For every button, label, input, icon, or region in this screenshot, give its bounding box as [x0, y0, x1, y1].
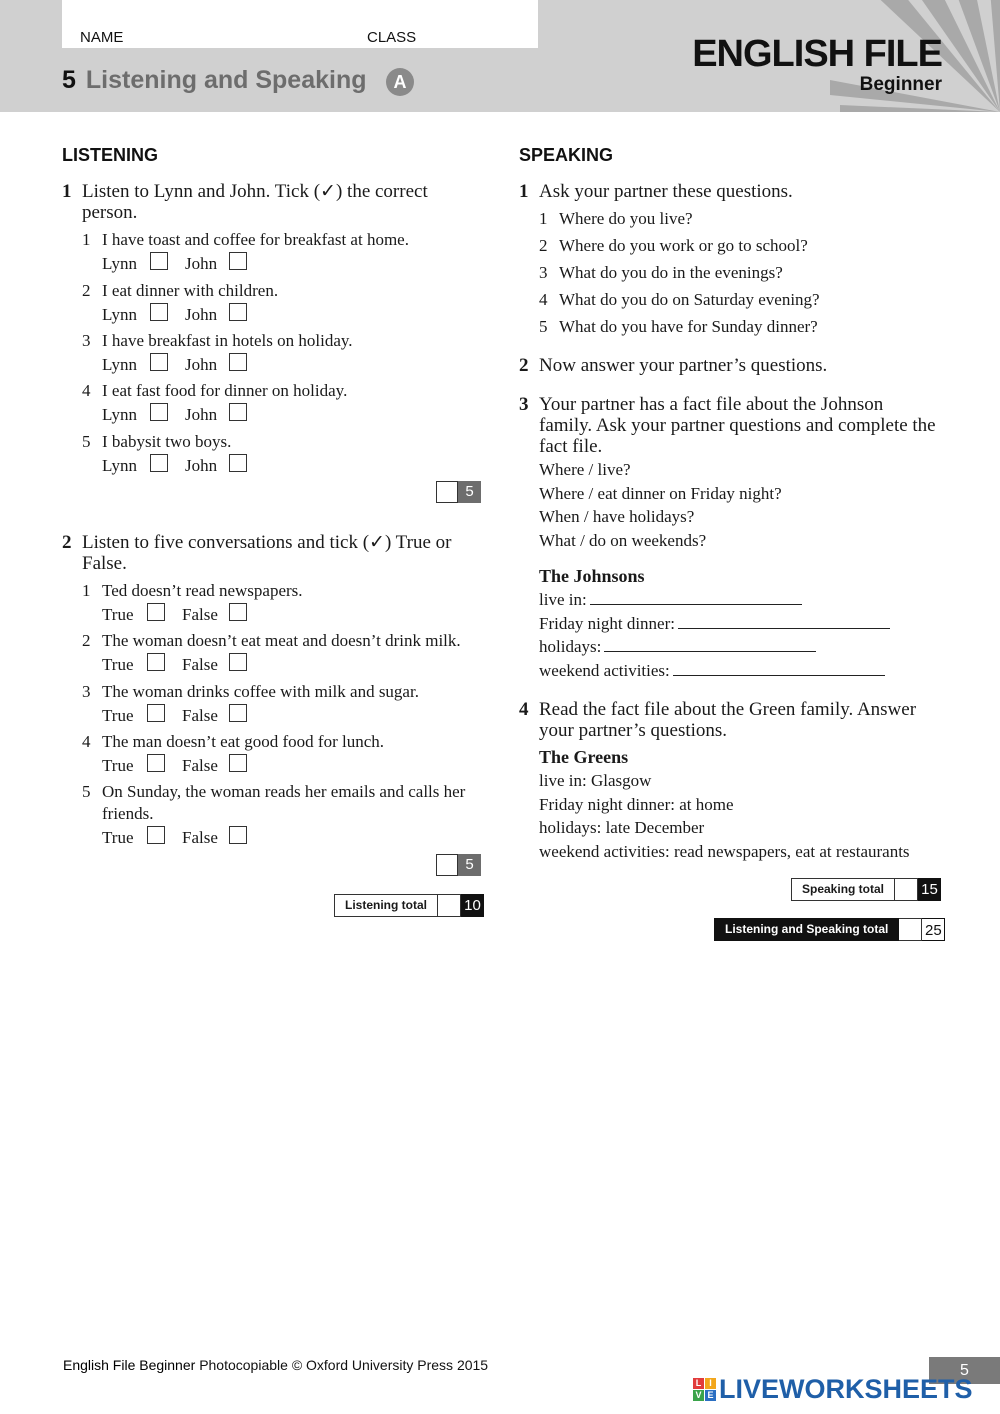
- grand-total: [714, 918, 945, 941]
- question-text: Read the fact file about the Green family. Answer your partner’s questions.: [539, 699, 917, 741]
- fact-field-label: Friday night dinner:: [539, 613, 675, 633]
- johnson-question-prompt: When / have holidays?: [539, 507, 695, 526]
- unit-title-text: Listening and Speaking: [85, 66, 367, 94]
- item-text: On Sunday, the woman reads her emails and calls her friends.: [102, 782, 466, 823]
- fact-field-label: weekend activities:: [539, 660, 670, 680]
- speaking-q1-item: [539, 235, 939, 257]
- footer-copyright: [63, 1357, 488, 1373]
- listening-total: [334, 894, 484, 917]
- johnson-question-prompt: Where / eat dinner on Friday night?: [539, 483, 782, 503]
- option-john-label: John: [185, 254, 218, 273]
- brand-title: ENGLISH FILE: [692, 33, 942, 75]
- option-lynn-label: Lynn: [102, 405, 137, 424]
- item-text: The woman drinks coffee with milk and sugar.: [102, 682, 419, 701]
- listening-q2-item: [82, 731, 472, 753]
- question-number: 4: [519, 699, 529, 720]
- johnson-fact-field: [539, 660, 885, 682]
- item-text: Ted doesn’t read newspapers.: [102, 581, 303, 600]
- option-john-label: John: [185, 456, 218, 475]
- item-text: The man doesn’t eat good food for lunch.: [102, 732, 385, 751]
- item-text: What do you have for Sunday dinner?: [559, 317, 818, 336]
- listening-q2-score: [436, 854, 481, 876]
- item-text: The woman doesn’t eat meat and doesn’t drink milk.: [102, 631, 461, 650]
- speaking-q1-item: [539, 316, 939, 338]
- listening-total-value: 10: [461, 894, 484, 917]
- johnson-fact-field: [539, 589, 802, 611]
- fact-field-label: holidays:: [539, 637, 602, 656]
- option-john-checkbox[interactable]: [229, 252, 247, 270]
- fact-field-answer-line[interactable]: [590, 590, 802, 605]
- score-input-box[interactable]: [436, 481, 458, 503]
- icon-letter-v: V: [693, 1390, 704, 1401]
- option-john-checkbox[interactable]: [229, 403, 247, 421]
- unit-number: 5: [62, 66, 76, 94]
- score-input-box[interactable]: [436, 854, 458, 876]
- item-number: 1: [82, 230, 91, 249]
- fact-field-answer-line[interactable]: [678, 614, 890, 629]
- item-number: 3: [82, 682, 91, 701]
- listening-q2-item: [82, 681, 472, 703]
- grand-total-label: Listening and Speaking total: [714, 918, 899, 941]
- question-text: Ask your partner these questions.: [539, 181, 793, 202]
- speaking-q2: [519, 355, 939, 376]
- option-lynn-label: Lynn: [102, 355, 137, 374]
- question-number: 1: [519, 181, 529, 202]
- question-number: 1: [62, 181, 72, 202]
- grand-total-value: 25: [922, 918, 945, 941]
- item-number: 4: [82, 381, 91, 400]
- option-true-checkbox[interactable]: [147, 704, 165, 722]
- listening-q2: [62, 532, 482, 574]
- question-number: 3: [519, 394, 529, 415]
- johnson-question-prompt: What / do on weekends?: [539, 530, 707, 550]
- listening-q1-item: [82, 229, 462, 251]
- question-text: Listen to Lynn and John. Tick (✓) the correct person.: [82, 181, 428, 223]
- option-false-label: False: [182, 756, 218, 775]
- score-max: 5: [458, 481, 481, 503]
- speaking-heading: SPEAKING: [519, 145, 614, 165]
- option-lynn-checkbox[interactable]: [150, 454, 168, 472]
- speaking-q3: [519, 394, 939, 457]
- liveworksheets-text: LIVEWORKSHEETS: [719, 1374, 973, 1404]
- option-true-label: True: [102, 655, 134, 674]
- unit-title: [62, 66, 367, 95]
- grand-total-input[interactable]: [899, 918, 922, 941]
- option-lynn-checkbox[interactable]: [150, 303, 168, 321]
- listening-q1-item: [82, 431, 462, 453]
- option-john-checkbox[interactable]: [229, 353, 247, 371]
- option-lynn-checkbox[interactable]: [150, 403, 168, 421]
- option-true-label: True: [102, 756, 134, 775]
- listening-total-label: Listening total: [334, 894, 438, 917]
- speaking-q1: [519, 181, 939, 202]
- brand-level: Beginner: [859, 74, 942, 95]
- option-true-checkbox[interactable]: [147, 754, 165, 772]
- option-false-checkbox[interactable]: [229, 704, 247, 722]
- green-fact: live in: Glasgow: [539, 771, 652, 790]
- speaking-total-input[interactable]: [895, 878, 918, 901]
- option-false-checkbox[interactable]: [229, 754, 247, 772]
- page-number: 5: [929, 1357, 1000, 1384]
- item-number: 3: [539, 263, 548, 282]
- item-text: I have toast and coffee for breakfast at home.: [102, 230, 409, 249]
- option-true-checkbox[interactable]: [147, 826, 165, 844]
- listening-q1-item: [82, 330, 462, 352]
- item-text: I babysit two boys.: [102, 432, 232, 451]
- item-text: I eat fast food for dinner on holiday.: [102, 381, 348, 400]
- green-fact: holidays: late December: [539, 818, 705, 837]
- footer-copyright-text: Photocopiable © Oxford University Press 2015: [199, 1357, 489, 1373]
- question-text: Listen to five conversations and tick (✓) True or False.: [82, 532, 452, 574]
- item-text: What do you do on Saturday evening?: [559, 290, 820, 309]
- speaking-q1-item: [539, 289, 939, 311]
- option-john-checkbox[interactable]: [229, 303, 247, 321]
- option-john-label: John: [185, 355, 218, 374]
- option-true-checkbox[interactable]: [147, 603, 165, 621]
- speaking-q1-item: [539, 262, 939, 284]
- icon-letter-i: I: [705, 1378, 716, 1389]
- speaking-total: [791, 878, 941, 901]
- fact-field-label: live in:: [539, 590, 587, 609]
- speaking-total-label: Speaking total: [791, 878, 895, 901]
- option-lynn-label: Lynn: [102, 305, 137, 324]
- listening-q2-item: [82, 630, 472, 652]
- item-text: What do you do in the evenings?: [559, 263, 783, 282]
- item-text: Where do you live?: [559, 209, 693, 228]
- option-lynn-label: Lynn: [102, 254, 137, 273]
- listening-heading: LISTENING: [62, 145, 159, 165]
- green-fact: weekend activities: read newspapers, eat at restaurants: [539, 841, 910, 861]
- option-john-checkbox[interactable]: [229, 454, 247, 472]
- item-number: 5: [82, 432, 91, 451]
- item-number: 3: [82, 331, 91, 350]
- question-number: 2: [62, 532, 72, 553]
- listening-total-input[interactable]: [438, 894, 461, 917]
- item-number: 5: [539, 317, 548, 336]
- listening-q1-item: [82, 280, 462, 302]
- name-class-box: [62, 0, 538, 48]
- version-badge: A: [386, 68, 414, 96]
- option-lynn-checkbox[interactable]: [150, 252, 168, 270]
- option-false-label: False: [182, 828, 218, 847]
- liveworksheets-watermark: [693, 1374, 973, 1405]
- icon-letter-l: L: [693, 1378, 704, 1389]
- option-true-label: True: [102, 706, 134, 725]
- greens-fact-title: The Greens: [539, 747, 629, 767]
- item-text: I eat dinner with children.: [102, 281, 279, 300]
- listening-q2-item: [82, 580, 472, 602]
- option-false-checkbox[interactable]: [229, 653, 247, 671]
- item-number: 4: [539, 290, 548, 309]
- listening-q1-score: [436, 481, 481, 503]
- question-text: Now answer your partner’s questions.: [539, 355, 828, 376]
- johnson-fact-field: [539, 636, 816, 658]
- option-false-checkbox[interactable]: [229, 826, 247, 844]
- option-john-label: John: [185, 305, 218, 324]
- option-true-label: True: [102, 828, 134, 847]
- option-lynn-checkbox[interactable]: [150, 353, 168, 371]
- option-lynn-label: Lynn: [102, 456, 137, 475]
- fact-field-answer-line[interactable]: [673, 661, 885, 676]
- item-text: Where do you work or go to school?: [559, 236, 808, 255]
- item-number: 1: [82, 581, 91, 600]
- item-number: 1: [539, 209, 548, 228]
- item-number: 2: [539, 236, 548, 255]
- brand-logo: [692, 34, 942, 96]
- item-text: I have breakfast in hotels on holiday.: [102, 331, 353, 350]
- item-number: 5: [82, 782, 91, 801]
- option-true-label: True: [102, 605, 134, 624]
- johnson-fact-field: [539, 613, 890, 635]
- fact-field-answer-line[interactable]: [604, 637, 816, 652]
- speaking-q1-item: [539, 208, 939, 230]
- johnsons-fact-title: The Johnsons: [539, 566, 645, 586]
- class-label: CLASS: [367, 29, 417, 46]
- option-true-checkbox[interactable]: [147, 653, 165, 671]
- icon-letter-e: E: [705, 1390, 716, 1401]
- option-john-label: John: [185, 405, 218, 424]
- page-header: [0, 0, 1000, 112]
- footer-book: English File Beginner: [63, 1357, 196, 1373]
- option-false-checkbox[interactable]: [229, 603, 247, 621]
- item-number: 2: [82, 281, 91, 300]
- question-number: 2: [519, 355, 529, 376]
- listening-q1-item: [82, 380, 462, 402]
- option-false-label: False: [182, 655, 218, 674]
- item-number: 4: [82, 732, 91, 751]
- option-false-label: False: [182, 605, 218, 624]
- option-false-label: False: [182, 706, 218, 725]
- score-max: 5: [458, 854, 481, 876]
- listening-q1: [62, 181, 462, 223]
- green-fact: Friday night dinner: at home: [539, 794, 734, 814]
- speaking-total-value: 15: [918, 878, 941, 901]
- johnson-question-prompt: Where / live?: [539, 460, 631, 479]
- name-label: NAME: [80, 29, 124, 46]
- listening-q2-item: [82, 781, 472, 825]
- item-number: 2: [82, 631, 91, 650]
- speaking-q4: [519, 699, 939, 741]
- question-text: Your partner has a fact file about the Johnson family. Ask your partner questions and complete the fact file.: [539, 394, 936, 457]
- liveworksheets-icon: [693, 1378, 716, 1401]
